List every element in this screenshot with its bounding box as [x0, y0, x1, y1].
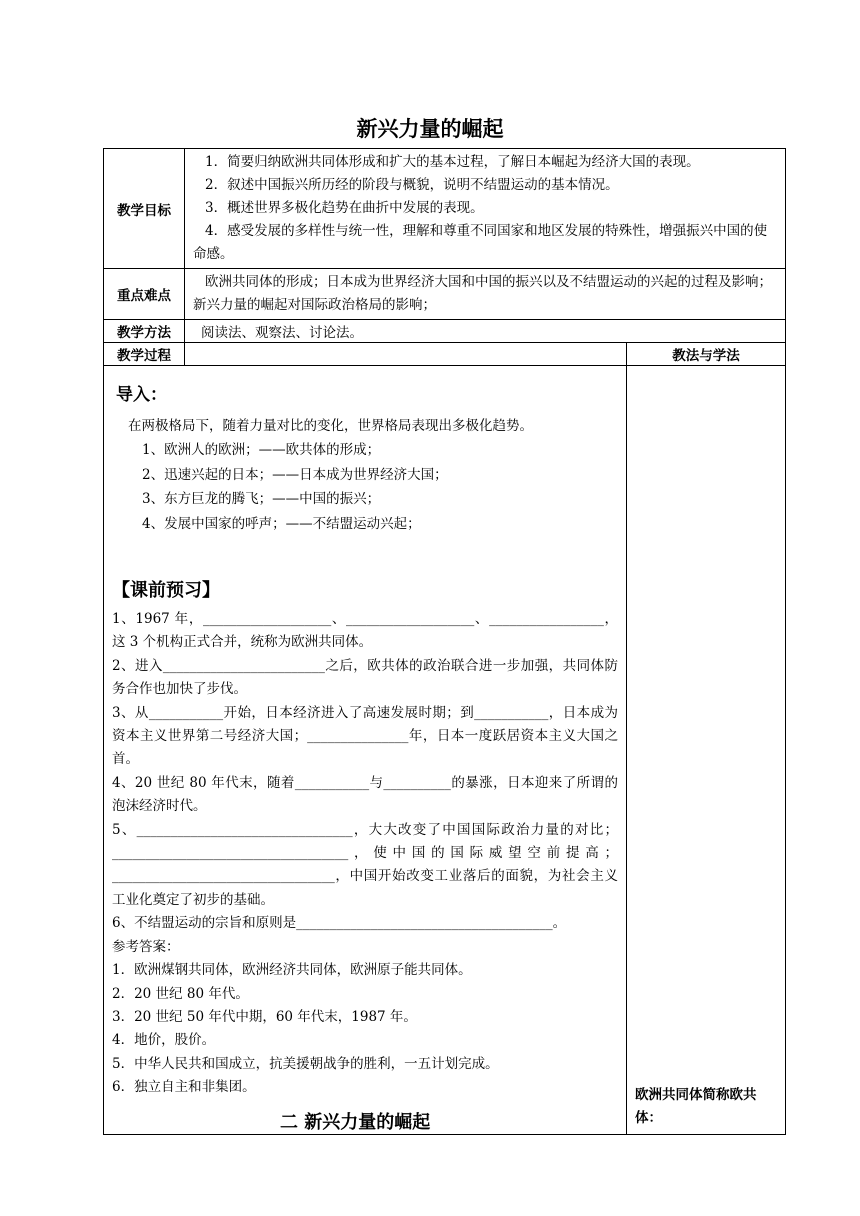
lesson-plan-table — [103, 148, 786, 1135]
answer-item: 1．欧洲煤钢共同体，欧洲经济共同体，欧洲原子能共同体。 — [112, 962, 472, 979]
side-note: 欧洲共同体简称欧共体： — [627, 366, 786, 1135]
question-item: 3、从___________开始，日本经济进入了高速发展时期；到___________，日本成为资本主义世界第二号经济大国；_______________年，日本一度跃居资本主义大国之首。 — [112, 704, 618, 768]
goal-item: 3．概述世界多极化趋势在曲折中发展的表现。 — [205, 200, 484, 216]
preview-heading: 【课前预习】 — [112, 580, 220, 601]
goal-item: 1．简要归纳欧洲共同体形成和扩大的基本过程，了解日本崛起为经济大国的表现。 — [205, 154, 700, 170]
process-label: 教学过程 — [104, 343, 185, 366]
answer-item: 2．20 世纪 80 年代。 — [112, 985, 249, 1002]
method-text: 阅读法、观察法、讨论法。 — [185, 320, 786, 343]
intro-paragraph: 在两极格局下，随着力量对比的变化，世界格局表现出多极化趋势。 — [128, 418, 533, 434]
intro-list — [142, 438, 626, 536]
difficulty-row — [104, 269, 786, 320]
goals-label: 教学目标 — [104, 149, 185, 269]
intro-item: 3、东方巨龙的腾飞；——中国的振兴； — [142, 491, 381, 507]
goals-cell — [185, 149, 786, 269]
answer-item: 6．独立自主和非集团。 — [112, 1079, 256, 1096]
answer-item: 5．中华人民共和国成立，抗美援朝战争的胜利，一五计划完成。 — [112, 1055, 499, 1072]
process-header-row — [104, 343, 786, 366]
process-body-row — [104, 366, 786, 1135]
intro-heading: 导入： — [116, 385, 167, 405]
difficulty-text: 欧洲共同体的形成；日本成为世界经济大国和中国的振兴以及不结盟运动的兴起的过程及影响；新兴力量的崛起对国际政治格局的影响； — [185, 269, 786, 320]
answer-item: 4．地价，股价。 — [112, 1032, 216, 1049]
question-item: 1、1967 年，___________________、___________________、_________________，这 3 个机构正式合并，统称为欧洲共同体。 — [112, 611, 618, 651]
goal-item: 4．感受发展的多样性与统一性，理解和尊重不同国家和地区发展的特殊性，增强振兴中国的使命感。 — [193, 223, 768, 262]
intro-item: 1、欧洲人的欧洲；——欧共体的形成； — [142, 442, 381, 458]
answers-label: 参考答案： — [112, 938, 180, 955]
question-item: 5、________________________________，大大改变了中国国际政治力量的对比；___________________________________，使中国的国际威望空前提高；_________________________________，中国开始改变工业落后的面貌，为社会主义工业化奠定了初步的基础。 — [112, 821, 618, 908]
preview-questions — [112, 608, 618, 1100]
goals-row — [104, 149, 786, 269]
goal-item: 2．叙述中国振兴所历经的阶段与概貌，说明不结盟运动的基本情况。 — [205, 177, 619, 193]
side-header-label: 教法与学法 — [627, 343, 786, 366]
section-title: 二 新兴力量的崛起 — [280, 1111, 431, 1133]
question-item: 6、不结盟运动的宗旨和原则是______________________________________。 — [112, 915, 567, 932]
question-item: 4、20 世纪 80 年代末，随着___________与__________的暴涨，日本迎来了所谓的泡沫经济时代。 — [112, 774, 618, 815]
method-row — [104, 320, 786, 343]
question-item: 2、进入________________________之后，欧共体的政治联合进一步加强，共同体防务合作也加快了步伐。 — [112, 657, 618, 698]
document-title: 新兴力量的崛起 — [356, 117, 504, 141]
process-header-blank — [185, 343, 627, 366]
intro-item: 2、迅速兴起的日本；——日本成为世界经济大国； — [142, 466, 448, 483]
method-label: 教学方法 — [104, 320, 185, 343]
process-content — [104, 366, 627, 1135]
difficulty-label: 重点难点 — [104, 269, 185, 320]
intro-item: 4、发展中国家的呼声；——不结盟运动兴起； — [142, 515, 421, 532]
answer-item: 3．20 世纪 50 年代中期，60 年代末，1987 年。 — [112, 1008, 417, 1025]
